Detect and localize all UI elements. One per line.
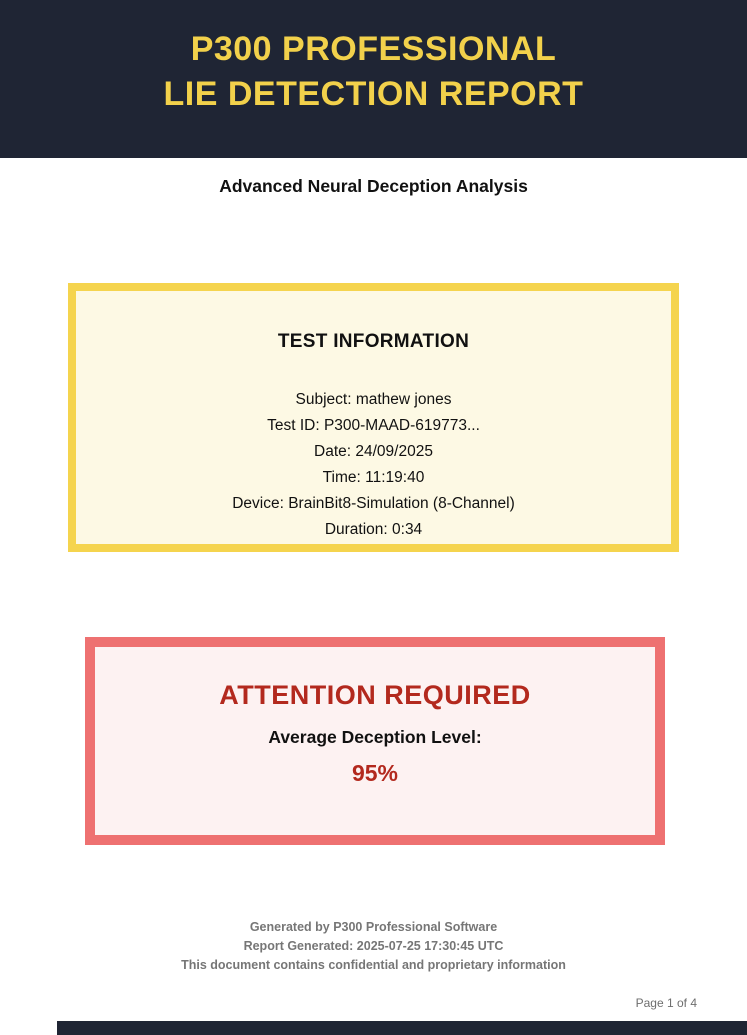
test-info-test-id: Test ID: P300-MAAD-619773... (267, 417, 480, 434)
test-info-date: Date: 24/09/2025 (314, 443, 433, 460)
test-information-heading: TEST INFORMATION (277, 331, 470, 352)
test-information-fields (76, 387, 671, 543)
report-title-line2: LIE DETECTION REPORT (163, 75, 584, 113)
attention-required-panel (85, 637, 665, 845)
test-info-time: Time: 11:19:40 (322, 469, 425, 486)
footer-generated-by: Generated by P300 Professional Software (249, 920, 498, 934)
test-info-duration: Duration: 0:34 (324, 521, 423, 538)
report-footer (0, 918, 747, 975)
deception-level-value: 95% (351, 760, 399, 786)
page-number-indicator: Page 1 of 4 (635, 996, 697, 1010)
report-subtitle: Advanced Neural Deception Analysis (219, 176, 528, 196)
footer-confidential-notice: This document contains confidential and proprietary information (181, 958, 566, 972)
test-info-subject: Subject: mathew jones (295, 391, 452, 408)
next-page-header-peek (57, 1021, 747, 1035)
report-header-banner (0, 0, 747, 158)
deception-level-label: Average Deception Level: (268, 727, 482, 747)
test-info-device: Device: BrainBit8-Simulation (8-Channel) (232, 495, 515, 512)
attention-heading: ATTENTION REQUIRED (219, 680, 531, 710)
report-title-line1: P300 PROFESSIONAL (190, 30, 557, 68)
footer-report-generated: Report Generated: 2025-07-25 17:30:45 UTC (243, 939, 504, 953)
test-information-panel (68, 283, 679, 552)
